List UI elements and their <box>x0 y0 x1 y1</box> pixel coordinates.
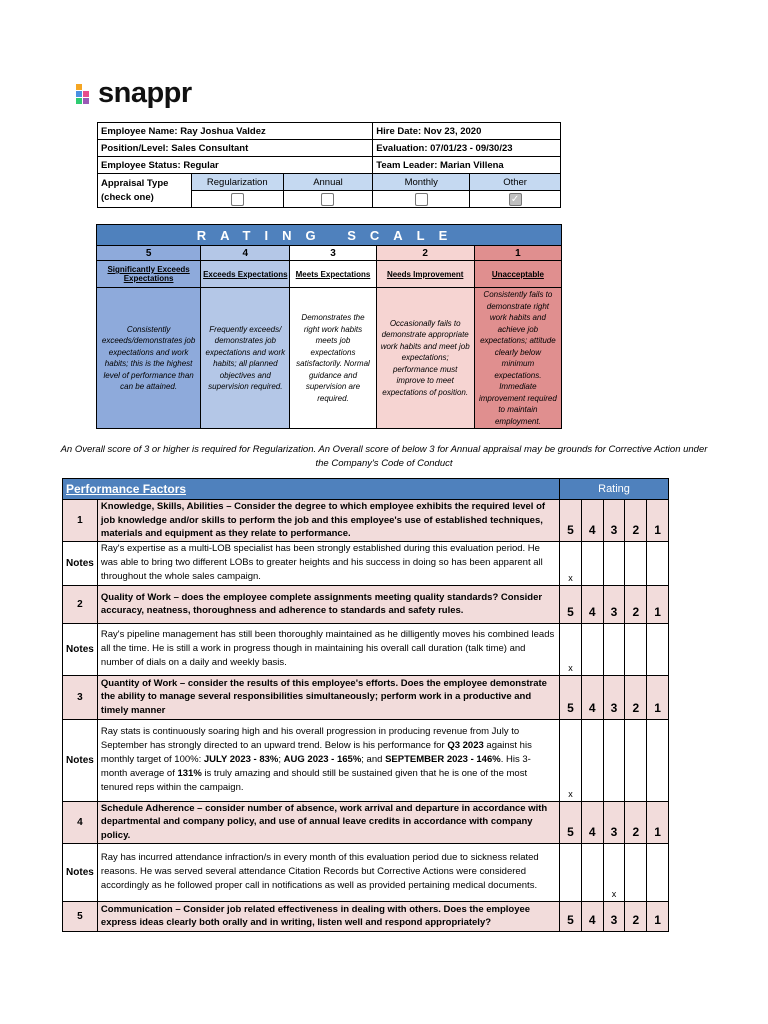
employee-name: Employee Name: Ray Joshua Valdez <box>98 123 373 140</box>
scale-description-4: Frequently exceeds/ demonstrates job expectations and work habits; all planned objectives and supervision required. <box>201 288 290 429</box>
notes-row <box>63 719 669 801</box>
rating-option-4[interactable]: 4 <box>581 675 603 719</box>
rating-mark-cell[interactable] <box>625 719 647 801</box>
appraisal-option-annual: Annual <box>283 174 373 191</box>
notes-text-part: ; and <box>361 754 386 765</box>
rating-mark-cell[interactable] <box>603 719 625 801</box>
rating-option-3[interactable]: 3 <box>603 500 625 542</box>
rating-scale-table <box>96 224 562 429</box>
notes-text: Ray's expertise as a multi-LOB specialist has been strongly established during this evaluation period. He was able to bring two different LOBs to greater heights and his success in doing so has been apparent all throughout the whole sales campaign. <box>97 541 559 585</box>
factor-number: 2 <box>63 585 98 623</box>
rating-option-4[interactable]: 4 <box>581 585 603 623</box>
factor-row <box>63 500 669 542</box>
rating-scale-title: RATING SCALE <box>97 225 562 246</box>
factor-number: 4 <box>63 801 98 843</box>
scale-label-2: Needs Improvement <box>376 261 474 288</box>
factor-row <box>63 801 669 843</box>
rating-option-3[interactable]: 3 <box>603 585 625 623</box>
logo-text: snappr <box>98 76 192 109</box>
rating-option-3[interactable]: 3 <box>603 901 625 931</box>
scale-number-2: 2 <box>376 246 474 261</box>
snappr-logo-icon <box>76 82 92 104</box>
rating-mark-cell[interactable] <box>647 541 669 585</box>
rating-option-4[interactable]: 4 <box>581 500 603 542</box>
factor-description: Communication – Consider job related effectiveness in dealing with others. Does the employee express ideas clearly both orally and in writing, listen well and respond appropriately? <box>97 901 559 931</box>
rating-option-2[interactable]: 2 <box>625 500 647 542</box>
performance-factors-table <box>62 478 669 932</box>
rating-option-1[interactable]: 1 <box>647 500 669 542</box>
notes-highlight: AUG 2023 - 165% <box>283 754 362 765</box>
scale-label-1: Unacceptable <box>474 261 561 288</box>
rating-mark-cell[interactable]: x <box>560 623 582 675</box>
notes-text-part: . His 3-month average of <box>100 754 531 779</box>
scale-number-5: 5 <box>97 246 201 261</box>
notes-text-part: Ray stats is continuously soaring high and his overall progression in producing revenue from July to September has strongly directed to an upward trend. Below is his performance for <box>100 726 520 751</box>
scale-label-3: Meets Expectations <box>290 261 376 288</box>
rating-option-4[interactable]: 4 <box>581 901 603 931</box>
position-level: Position/Level: Sales Consultant <box>98 140 373 157</box>
appraisal-type-text: Appraisal Type <box>101 177 169 189</box>
rating-option-4[interactable]: 4 <box>581 801 603 843</box>
rating-mark-cell[interactable] <box>581 623 603 675</box>
rating-mark-cell[interactable] <box>581 843 603 901</box>
check-one-text: (check one) <box>101 191 154 203</box>
notes-row <box>63 843 669 901</box>
scale-number-3: 3 <box>290 246 376 261</box>
factor-row <box>63 675 669 719</box>
factor-row <box>63 585 669 623</box>
factor-description: Schedule Adherence – consider number of absence, work arrival and departure in accordance with departmental and company policy, and use of annual leave credits in accordance with company policy. <box>97 801 559 843</box>
notes-text-part: against his monthly target of 100%: <box>100 740 532 765</box>
rating-option-2[interactable]: 2 <box>625 675 647 719</box>
notes-row <box>63 541 669 585</box>
notes-label: Notes <box>63 541 98 585</box>
rating-mark-cell[interactable]: x <box>560 719 582 801</box>
rating-mark-cell[interactable] <box>581 719 603 801</box>
notes-highlight: Q3 2023 <box>447 740 484 751</box>
scale-label-4: Exceeds Expectations <box>201 261 290 288</box>
notes-text-part: is truly amazing and should still be sustained given that he is one of the most tenured reps within the campaign. <box>100 768 528 793</box>
rating-option-5[interactable]: 5 <box>560 801 582 843</box>
rating-option-3[interactable]: 3 <box>603 675 625 719</box>
team-leader: Team Leader: Marian Villena <box>373 157 561 174</box>
notes-highlight: 131% <box>177 768 202 779</box>
annual-checkbox[interactable] <box>321 193 334 206</box>
notes-label: Notes <box>63 719 98 801</box>
notes-text: Ray has incurred attendance infraction/s in every month of this evaluation period due to sickness related reasons. He was served several attendance Citation Records but Corrective Actions were considered accordingly as he followed proper call in notifications as well as provided pertaining medical documents. <box>97 843 559 901</box>
rating-option-2[interactable]: 2 <box>625 801 647 843</box>
rating-mark-cell[interactable]: x <box>560 541 582 585</box>
employee-info-table <box>97 122 561 208</box>
factor-number: 1 <box>63 500 98 542</box>
notes-highlight: SEPTEMBER 2023 - 146% <box>385 754 501 765</box>
notes-label: Notes <box>63 843 98 901</box>
rating-mark-cell[interactable] <box>647 719 669 801</box>
rating-header: Rating <box>560 479 669 500</box>
rating-mark-cell[interactable] <box>625 623 647 675</box>
notes-highlight: JULY 2023 - 83% <box>203 754 279 765</box>
rating-option-5[interactable]: 5 <box>560 675 582 719</box>
rating-option-1[interactable]: 1 <box>647 801 669 843</box>
rating-option-3[interactable]: 3 <box>603 801 625 843</box>
rating-mark-cell[interactable] <box>647 843 669 901</box>
rating-mark-cell[interactable] <box>647 623 669 675</box>
regularization-note: An Overall score of 3 or higher is required for Regularization. An Overall score of below 3 for Annual appraisal may be grounds for Corrective Action under the Company's Code of Conduct <box>60 444 708 469</box>
rating-option-2[interactable]: 2 <box>625 585 647 623</box>
rating-option-5[interactable]: 5 <box>560 585 582 623</box>
appraisal-option-regularization: Regularization <box>191 174 283 191</box>
scale-description-2: Occasionally fails to demonstrate appropriate work habits and meet job expectations; performance must improve to meet expectations of position. <box>376 288 474 429</box>
company-logo <box>76 78 192 108</box>
rating-mark-cell[interactable] <box>625 541 647 585</box>
factor-number: 5 <box>63 901 98 931</box>
rating-option-2[interactable]: 2 <box>625 901 647 931</box>
rating-mark-cell[interactable] <box>581 541 603 585</box>
hire-date: Hire Date: Nov 23, 2020 <box>373 123 561 140</box>
evaluation-period: Evaluation: 07/01/23 - 09/30/23 <box>373 140 561 157</box>
appraisal-type-label <box>98 174 192 208</box>
scale-description-5: Consistently exceeds/demonstrates job expectations and work habits; this is the highest level of performance than can be attained. <box>97 288 201 429</box>
notes-text: Ray's pipeline management has still been thoroughly maintained as he dilligently moves his combined leads all the time. He is still a work in progress though in maintaining his overall call duration (talk time) and number of dials on a daily and weekly basis. <box>97 623 559 675</box>
rating-mark-cell[interactable] <box>560 843 582 901</box>
notes-text <box>97 719 559 801</box>
appraisal-option-other: Other <box>470 174 561 191</box>
scale-number-4: 4 <box>201 246 290 261</box>
factor-row <box>63 901 669 931</box>
monthly-checkbox[interactable] <box>415 193 428 206</box>
scale-description-3: Demonstrates the right work habits meets job expectations satisfactorily. Normal guidance and supervision are required. <box>290 288 376 429</box>
rating-option-1[interactable]: 1 <box>647 585 669 623</box>
rating-mark-cell[interactable] <box>625 843 647 901</box>
factor-description: Quantity of Work – consider the results of this employee's efforts. Does the employee demonstrate the ability to manage several responsibilities simultaneously; perform work in a productive and timely manner <box>97 675 559 719</box>
scale-number-1: 1 <box>474 246 561 261</box>
rating-option-5[interactable]: 5 <box>560 901 582 931</box>
notes-label: Notes <box>63 623 98 675</box>
rating-option-5[interactable]: 5 <box>560 500 582 542</box>
rating-mark-cell[interactable] <box>603 541 625 585</box>
factor-description: Quality of Work – does the employee complete assignments meeting quality standards? Consider accuracy, neatness, thoroughness and adherence to standards and safety rules. <box>97 585 559 623</box>
employee-status: Employee Status: Regular <box>98 157 373 174</box>
notes-text-part: ; <box>278 754 284 765</box>
other-checkbox-checked[interactable]: ✓ <box>509 193 522 206</box>
rating-mark-cell[interactable]: x <box>603 843 625 901</box>
performance-factors-header: Performance Factors <box>63 479 560 500</box>
scale-label-5: Significantly Exceeds Expectations <box>97 261 201 288</box>
notes-row <box>63 623 669 675</box>
rating-mark-cell[interactable] <box>603 623 625 675</box>
rating-option-1[interactable]: 1 <box>647 901 669 931</box>
rating-option-1[interactable]: 1 <box>647 675 669 719</box>
appraisal-option-monthly: Monthly <box>373 174 470 191</box>
factor-description: Knowledge, Skills, Abilities – Consider the degree to which employee exhibits the required level of job knowledge and/or skills to perform the job and this employee's use of established techniques, materials and equipment as they relate to performance. <box>97 500 559 542</box>
factor-number: 3 <box>63 675 98 719</box>
scale-description-1: Consistently fails to demonstrate right work habits and achieve job expectations; attitude clearly below minimum expectations. Immediate improvement required to maintain employment. <box>474 288 561 429</box>
regularization-checkbox[interactable] <box>231 193 244 206</box>
